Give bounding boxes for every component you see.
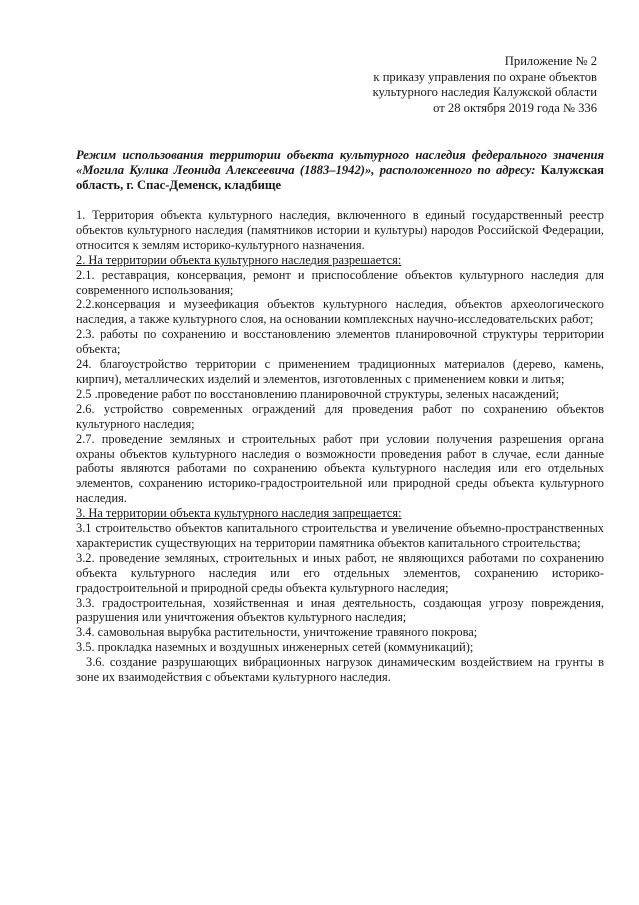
annex-reference: [297, 54, 597, 116]
paragraph-1: 1. Территория объекта культурного наследия, включенного в единый государственный реестр объектов культурного наследия (памятников истории и культуры) народов Российской Федерации, относится к землям историко-культурного назначения.: [76, 208, 604, 252]
item-2-4: 24. благоустройство территории с применением традиционных материалов (дерево, камень, кирпич), металлических изделий и элементов, изготовленных с применением ковки и литья;: [76, 357, 604, 386]
item-3-3: 3.3. градостроительная, хозяйственная и иная деятельность, создающая угрозу повреждения, разрушения или уничтожения объектов культурного наследия;: [76, 595, 604, 625]
item-3-4: 3.4. самовольная вырубка растительности, уничтожение травяного покрова;: [76, 625, 478, 640]
title-main: Режим использования территории объекта культурного наследия федерального значения «Могила Кулика Леонида Алексеевича (1883–1942)», расположенного по адресу:: [76, 148, 604, 178]
item-3-1: 3.1 строительство объектов капитального строительства и увеличение объемно-пространственных характеристик существующих на территории памятника объектов капитального строительства;: [76, 521, 604, 550]
document-body: [76, 208, 604, 685]
item-2-6: 2.6. устройство современных ограждений для проведения работ по сохранению объектов культурного наследия;: [76, 401, 604, 431]
document-title: [76, 148, 604, 194]
item-3-2: 3.2. проведение земляных, строительных и иных работ, не являющихся работами по сохранению объекта культурного наследия или его отдельных элементов, сохранению историко-градостроительной и природной среды объекта культурного наследия;: [76, 550, 604, 595]
annex-date-line: от 28 октября 2019 года № 336: [433, 100, 597, 115]
item-2-5: 2.5 .проведение работ по восстановлению планировочной структуры, зеленых насаждений;: [76, 386, 560, 401]
item-2-1: 2.1. реставрация, консервация, ремонт и приспособление объектов культурного наследия для современного использования;: [76, 267, 604, 297]
annex-authority-line: культурного наследия Калужской области: [372, 85, 597, 99]
item-2-3: 2.3. работы по сохранению и восстановлению элементов планировочной структуры территории объекта;: [76, 327, 604, 357]
item-3-6: 3.6. создание разрушающих вибрационных нагрузок динамическим воздействием на грунты в зоне их взаимодействия с объектами культурного наследия.: [76, 655, 604, 685]
item-2-7: 2.7. проведение земляных и строительных работ при условии получения разрешения органа охраны объектов культурного наследия о возможности проведения работ в случае, если данные работы являются работами по сохранению объекта культурного наследия или его отдельных элементов, сохранению историко-градостроительной или природной среды объекта культурного наследия.: [76, 431, 604, 506]
section-3-heading: 3. На территории объекта культурного наследия запрещается:: [76, 506, 402, 521]
annex-order-line: к приказу управления по охране объектов: [373, 69, 597, 84]
item-3-5: 3.5. прокладка наземных и воздушных инженерных сетей (коммуникаций);: [76, 640, 474, 655]
section-2-heading: 2. На территории объекта культурного наследия разрешается:: [76, 252, 402, 267]
item-2-2: 2.2.консервация и музеефикация объектов культурного наследия, объектов археологического наследия, а также культурного слоя, на основании комплексных научно-исследовательских работ;: [76, 297, 604, 327]
annex-number: Приложение № 2: [504, 54, 597, 68]
title-address: Калужская область, г. Спас-Деменск, кладбище: [76, 163, 604, 193]
